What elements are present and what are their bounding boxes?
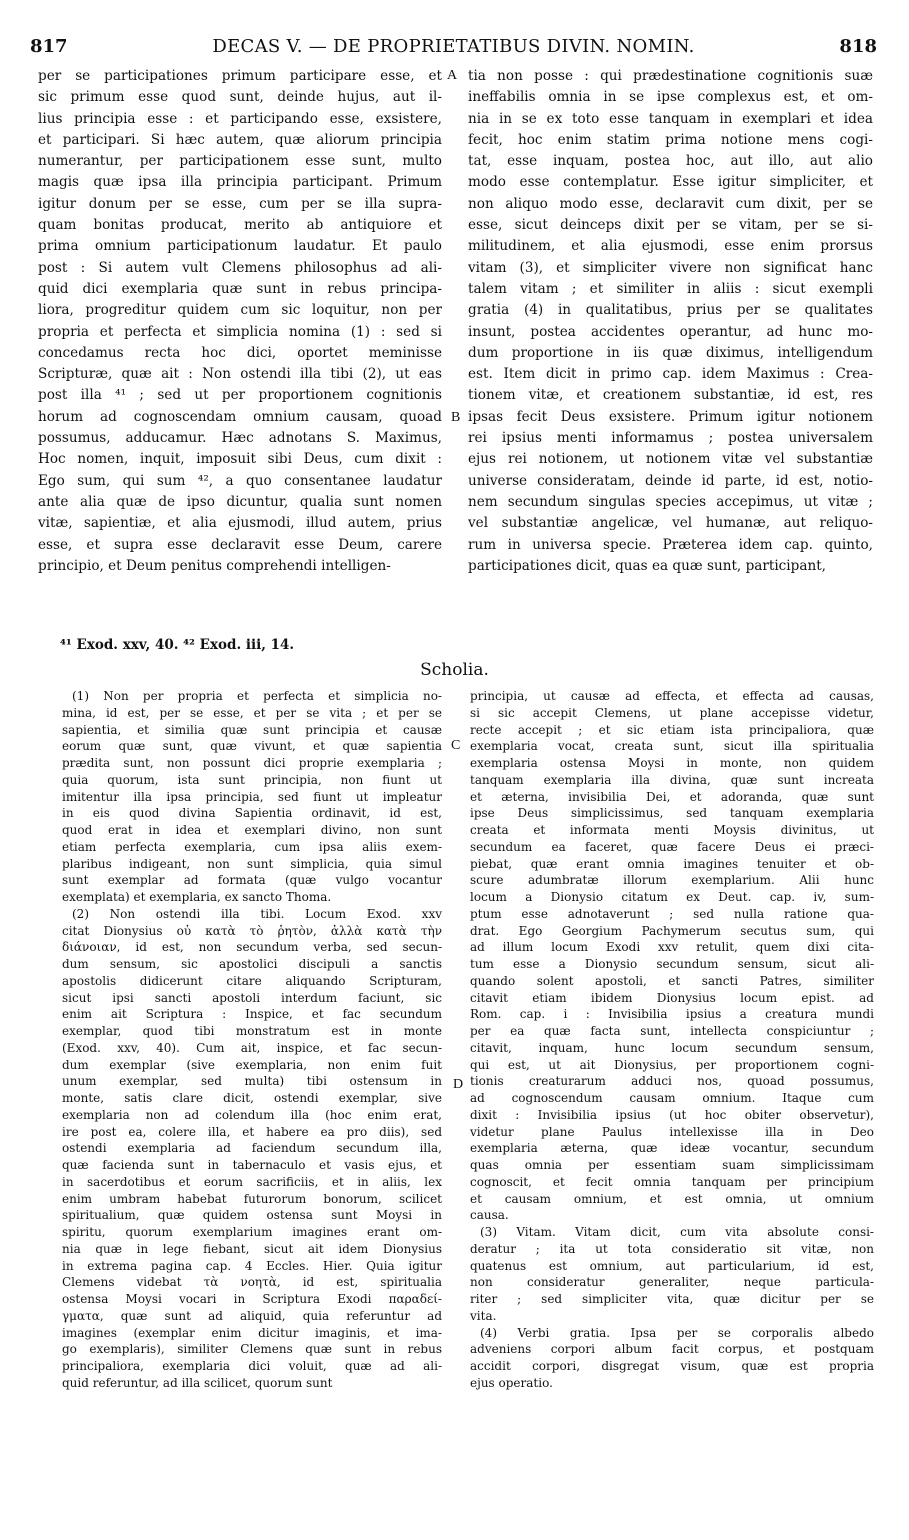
scholia-right-line: quas omnia per essentiam suam simplicissimam [470,1158,874,1172]
main-left-line: quid dici exemplaria quæ sunt in rebus principa- [38,280,442,297]
scholia-right-line: per ea quæ facta sunt, intellecta conspiciuntur ; [470,1024,874,1038]
scholia-right-line: riter ; sed simpliciter vita, quæ dicitur per se [470,1292,874,1306]
page-number-right: 818 [839,36,877,57]
main-left-line: principio, et Deum penitus comprehendi intelligen- [38,557,391,574]
scholia-left-line: quia quorum, ista sunt principia, non fiunt ut [62,772,442,787]
main-right-line: universe consideratam, deinde id parte, id est, notio- [468,472,873,489]
main-left-line: per se participationes primum participare esse, et [38,68,442,84]
scholia-right-line: recte accepit ; et sic etiam ista principaliora, quæ [470,722,874,737]
scholia-right-line: citavit etiam ibidem Dionysius locum epist. ad [470,990,874,1005]
scholia-heading: Scholia. [420,660,489,680]
main-right-line: nem secundum singulas species accepimus, ut vitæ ; [468,493,873,510]
scholia-right-line: Rom. cap. i : Invisibilia ipsius a creatura mundi [470,1007,874,1022]
main-left-line: et participari. Si hæc autem, quæ aliorum principia [38,131,442,148]
main-right-line: ejus rei notionem, ut notionem vitæ vel substantiæ [468,451,873,468]
scholia-left-line: enim ait Scriptura : Inspice, et fac secundum [62,1007,442,1022]
scholia-right-line: qui est, ut ait Dionysius, per proportionem cogni- [470,1057,874,1072]
main-right-line: dum proportione in iis quæ diximus, intelligendum [468,344,873,361]
main-left-line: prima omnium participationum laudatur. Et paulo [38,238,442,255]
scholia-right-line: citavit, inquam, hunc locum secundum sensum, [470,1040,874,1055]
scholia-left-line: unum exemplar, sed multa) tibi ostensum in [62,1074,442,1089]
scholia-right-line: tanquam exemplaria illa divina, quæ sunt increata [470,772,874,787]
main-right-line: participationes dicit, quas ea quæ sunt, participant, [468,557,826,574]
main-left-line: numerantur, per participationem esse sunt, multo [38,153,442,170]
main-right-line: est. Item dicit in primo cap. idem Maximus : Crea- [468,366,873,383]
main-text-left-column [38,66,442,577]
scholia-left-line: sicut ipsi sancti apostoli interdum faciunt, sic [62,990,442,1005]
main-right-line: tat, esse inquam, postea hoc, aut illo, aut alio [468,153,873,170]
scholia-left-line: prædita sunt, non possunt dici proprie exemplaria ; [62,756,442,770]
main-left-line: liora, progreditur quidem cum sic loquitur, non per [38,302,442,319]
scholia-left-line: apostolis didicerunt citare aliquando Scripturam, [62,973,442,988]
scholia-left-line: Clemens videbat τὰ νοητὰ, id est, spiritualia [62,1275,442,1290]
running-title: DECAS V. — DE PROPRIETATIBUS DIVIN. NOMIN. [212,36,695,57]
scholia-left-line: dum sensum, sic apostolici discipuli a sanctis [62,957,442,971]
scholia-right-line: drat. Ego Georgium Pachymerum secutus sum, qui [470,923,874,938]
scholia-left-line: ostensa Moysi vocari in Scriptura Exodi παραδεί- [62,1292,442,1306]
scholia-right-line: vita. [470,1308,497,1323]
main-left-line: Ego sum, qui sum ⁴², a quo consentanee laudatur [38,472,442,489]
main-right-line: insunt, postea accidentes operantur, ad hunc mo- [468,323,873,340]
main-left-line: horum ad cognoscendam omnium causam, quoad [38,408,442,425]
scholia-left-line: in eis quod divina Sapientia ordinavit, id est, [62,806,442,821]
scholia-right-line: principia, ut causæ ad effecta, et effecta ad causas, [470,689,874,703]
scholia-right-line: non consideratur generaliter, neque particula- [470,1275,874,1290]
main-right-line: talem vitam ; et similiter in aliis : sicut exempli [468,280,873,297]
scholia-left-line: spiritu, quorum exemplarium imagines erant om- [62,1225,442,1239]
scholia-left-line: quid referuntur, ad illa scilicet, quorum sunt [62,1375,333,1390]
scholia-right-line: ad illum locum Exodi xxv retulit, quem dixi cita- [470,940,874,955]
main-left-line: sic primum esse quod sunt, deinde hujus, aut il- [38,89,442,106]
main-left-line: Scripturæ, quæ ait : Non ostendi illa tibi (2), ut eas [38,366,442,383]
scholia-right-line: accidit corpori, disgregat visum, quæ est propria [470,1359,874,1373]
scholia-left-line: (Exod. xxv, 40). Cum ait, inspice, et fac secun- [62,1040,442,1055]
scholia-left-line: nia quæ in lege fiebant, sicut ait idem Dionysius [62,1241,442,1256]
main-right-line: gratia (4) in qualitatibus, prius per se qualitates [468,302,873,319]
main-left-line: post illa ⁴¹ ; sed ut per proportionem cognitionis [38,387,442,404]
scholia-left-line: (1) Non per propria et perfecta et simplicia no- [72,689,442,703]
scholia-left-line: spiritualium, quæ quidem ostensa sunt Moysi in [62,1208,442,1223]
scholia-right-line: ipse Deus simplicissimus, sed tanquam exemplaria [470,806,874,821]
scholia-left-line: dum exemplar (sive exemplaria, non enim fuit [62,1057,442,1072]
scholia-right-line: causa. [470,1208,509,1223]
scholia-right-line: exemplaria vocat, creata sunt, sicut illa spiritualia [470,739,874,754]
scholia-right-line: videtur plane Paulus intellexisse illa in Deo [470,1124,874,1139]
scholia-right-line: tionis creaturarum adduci nos, quoad possumus, [470,1074,874,1089]
main-left-line: concedamus recta hoc dici, oportet meminisse [38,344,442,361]
scholia-right-line: locum a Dionysio citatum ex Deut. cap. iv, sum- [470,890,874,904]
scholia-right-line: deratur ; ita ut tota consideratio sit vitæ, non [470,1241,874,1256]
scholia-left-line: exemplata) et exemplaria, ex sancto Thoma. [62,890,332,904]
scholia-left-line: principaliora, exemplaria dici voluit, quæ ad ali- [62,1359,442,1373]
scholia-right-line: ptum esse adnotaverunt ; sed nulla ratione qua- [470,906,874,921]
scholia-left-line: go exemplaris), similiter Clemens quæ sunt in rebus [62,1342,442,1357]
main-right-line: fecit, hoc enim statim prima notione mens cogi- [468,131,873,148]
main-right-line: vitam (3), et simpliciter vivere non significat hanc [468,259,873,276]
main-left-line: lius principia esse : et participando esse, exsistere, [38,110,442,127]
scholia-right-line: et æterna, invisibilia Dei, et adoranda, quæ sunt [470,789,874,804]
scholia-left-line: plaribus indigeant, non sunt simplicia, quia simul [62,856,442,871]
scholia-left-line: διάνοιαν, id est, non secundum verba, sed secun- [62,940,442,955]
scholia-left-line: citat Dionysius οὐ κατὰ τὸ ῥητὸν, ἀλλὰ κατὰ τὴν [62,923,442,938]
scholia-left-line: etiam perfecta exemplaria, cum ipsa aliis exem- [62,839,442,854]
scholia-left-line: ostendi exemplaria ad faciendum secundum illa, [62,1141,442,1156]
main-left-line: esse, et supra esse declaravit esse Deum, carere [38,536,442,553]
scholia-right-line: tum esse a Dionysio secundum sensum, sicut ali- [470,957,874,971]
main-right-line: modo esse contemplatur. Esse igitur simpliciter, et [468,174,873,191]
scholia-right-line: cognoscit, et fecit omnia tanquam per principium [470,1174,874,1189]
main-right-line: ineffabilis omnia in se ipse complexus est, et om- [468,89,873,106]
scholia-right-column [470,688,874,1392]
main-left-line: quam bonitas producat, merito ab antiquiore et [38,217,442,234]
main-left-line: ante alia quæ de ipso dicuntur, qualia sunt nomen [38,493,442,510]
scholia-right-line: secundum ea faceret, quæ facere Deus ei præci- [470,839,874,854]
scholia-left-line: eorum quæ sunt, quæ vivunt, et quæ sapientia [62,739,442,754]
main-right-line: rum in universa specie. Præterea idem cap. quinto, [468,536,873,553]
scholia-left-line: monte, satis clare dicit, ostendi exemplar, sive [62,1091,442,1105]
main-right-line: militudinem, et alia ejusmodi, esse enim prorsus [468,238,873,255]
scholia-right-line: scure adumbratæ illorum exemplarium. Alii hunc [470,873,874,888]
margin-marker-a: A [447,68,458,83]
scholia-left-line: sunt exemplar ad formata (quæ vulgo vocantur [62,873,442,888]
main-left-line: Hoc nomen, inquit, imposuit sibi Deus, cum dixit : [38,451,442,468]
main-left-line: possumus, adducamur. Hæc adnotans S. Maximus, [38,430,442,447]
margin-marker-c: C [451,738,461,753]
main-right-line: rei ipsius menti informamus ; postea universalem [468,430,873,447]
main-right-line: tia non posse : qui prædestinatione cognitionis suæ [468,68,873,84]
scholia-left-line: mina, id est, per se esse, et per se vita ; et per se [62,705,442,720]
scholia-left-line: exemplar, quod tibi monstratum est in monte [62,1024,442,1038]
scholia-left-line: imitentur illa ipsa principia, sed fiunt ut impleatur [62,789,442,804]
scholia-left-line: sapientia, et similia quæ sunt principia et causæ [62,722,442,737]
scholia-right-line: dixit : Invisibilia ipsius (ut hoc obiter observetur), [470,1107,874,1122]
scholia-left-line: enim umbram habebat futurorum bonorum, scilicet [62,1191,442,1206]
scholia-left-line: quæ facienda sunt in tabernaculo et vasis ejus, et [62,1158,442,1172]
scholia-right-line: creata et informata menti Moysis divinitus, ut [470,823,874,837]
scholia-left-line: ire post ea, colere illa, et habere ea pro diis), sed [62,1124,442,1139]
running-header [30,36,877,60]
scholia-right-line: quatenus est omnium, aut particularium, id est, [470,1258,874,1273]
scholia-left-line: quod erat in idea et exemplari divino, non sunt [62,823,442,837]
footnote-references: ⁴¹ Exod. xxv, 40. ⁴² Exod. iii, 14. [60,637,295,653]
scholia-right-line: exemplaria æterna, quæ ideæ vocantur, secundum [470,1141,874,1156]
main-left-line: vitæ, sapientiæ, et alia ejusmodi, illud autem, prius [38,515,442,532]
scholia-right-line: quando solent apostoli, et sancti Patres, similiter [470,973,874,988]
main-right-line: nia in se ex toto esse tanquam in exemplari et idea [468,110,873,127]
scholia-left-line: exemplaria non ad colendum illa (hoc enim erat, [62,1107,442,1122]
scholia-right-line: ad cognoscendum causam omnium. Itaque cum [470,1091,874,1105]
scholia-left-column [62,688,442,1392]
main-text-right-column [468,66,873,577]
scholia-left-line: in extrema pagina cap. 4 Eccles. Hier. Quia igitur [62,1258,442,1273]
main-right-line: tionem vitæ, et creationem substantiæ, id est, res [468,387,873,404]
main-left-line: propria et perfecta et simplicia nomina (1) : sed si [38,323,442,340]
scholia-left-line: γματα, quæ sunt ad aliquid, quia referuntur ad [62,1308,442,1323]
main-left-line: magis quæ ipsa illa principia participant. Primum [38,174,442,191]
margin-marker-b: B [451,410,461,425]
main-right-line: ipsas fecit Deus exsistere. Primum igitur notionem [468,408,873,425]
main-left-line: igitur donum per se esse, cum per se illa supra- [38,195,442,212]
main-right-line: vel substantiæ angelicæ, vel humanæ, aut reliquo- [468,515,873,532]
page-number-left: 817 [30,36,68,57]
scholia-right-line: (4) Verbi gratia. Ipsa per se corporalis albedo [480,1325,874,1340]
scholia-left-line: (2) Non ostendi illa tibi. Locum Exod. xxv [72,906,442,921]
scholia-left-line: in sacerdotibus et eorum sacrificiis, et in aliis, lex [62,1174,442,1189]
scholia-right-line: exemplaria ostensa Moysi in monte, non quidem [470,756,874,770]
main-left-line: post : Si autem vult Clemens philosophus ad ali- [38,259,442,276]
scholia-right-line: adveniens corpori album facit corpus, et postquam [470,1342,874,1357]
scholia-right-line: ejus operatio. [470,1375,553,1390]
scholia-right-line: et causam omnium, et est omnia, ut omnium [470,1191,874,1206]
scholia-right-line: si sic accepit Clemens, ut plane accepisse videtur, [470,705,874,720]
scholia-left-line: imagines (exemplar enim dicitur imaginis, et ima- [62,1325,442,1340]
main-right-line: non aliquo modo esse, declaravit cum dixit, per se [468,195,873,212]
scholia-right-line: piebat, quæ erant omnia imagines tenuiter et ob- [470,856,874,871]
scholia-right-line: (3) Vitam. Vitam dicit, cum vita absolute consi- [480,1225,874,1239]
margin-marker-d: D [453,1077,464,1092]
main-right-line: esse, sicut deinceps dixit per se vitam, per se si- [468,217,873,234]
